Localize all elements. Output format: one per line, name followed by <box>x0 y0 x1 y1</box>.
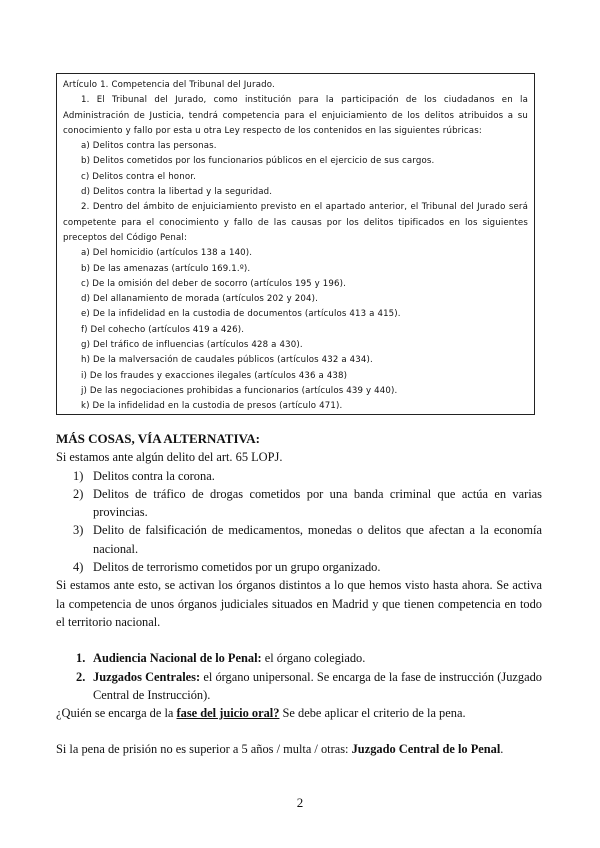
article-title: Artículo 1. Competencia del Tribunal del Jurado. <box>63 80 275 90</box>
intro-text: Si estamos ante algún delito del art. 65 LOPJ. <box>56 450 283 465</box>
main-content <box>56 430 542 759</box>
organ-label: Juzgados Centrales: <box>93 669 201 684</box>
list-item: d) Del allanamiento de morada (artículos 202 y 204). <box>81 294 318 305</box>
page-number: 2 <box>296 795 304 810</box>
list-number: 1. <box>76 651 86 666</box>
final-text: Si la pena de prisión no es superior a 5 años / multa / otras: <box>56 742 352 757</box>
list-item: i) De los fraudes y exacciones ilegales (artículos 436 a 438) <box>81 370 348 381</box>
list-item: h) De la malversación de caudales públicos (artículos 432 a 434). <box>81 355 373 366</box>
organ-label: Audiencia Nacional de lo Penal: <box>93 651 262 666</box>
list-item <box>56 485 542 522</box>
article-paragraph-1: 1. El Tribunal del Jurado, como institución para la participación de los ciudadanos en la Administración de Justicia, tendrá competencia para el enjuiciamiento de los delitos atribuidos a su conocimiento y fallo por esta u otra Ley respecto de los contenidos en las siguientes rúbricas: <box>63 95 528 136</box>
list-item: g) Del tráfico de influencias (artículos 428 a 430). <box>81 340 303 351</box>
organ-description: el órgano colegiado. <box>261 651 366 666</box>
list-item <box>56 467 542 485</box>
final-text-end: . <box>500 742 504 757</box>
list-number: 2. <box>76 669 86 684</box>
list-item-text: Delito de falsificación de medicamentos, monedas o delitos que afectan a la economía nacional. <box>93 523 542 556</box>
final-emphasis: Juzgado Central de lo Penal <box>351 742 501 757</box>
final-line <box>56 740 542 758</box>
explanation-paragraph: Si estamos ante esto, se activan los órganos distintos a lo que hemos visto hasta ahora. Se activa la competencia de unos órganos judiciales situados en Madrid y que tienen competencia en todo el territorio nacional. <box>56 578 542 629</box>
list-item <box>56 649 542 667</box>
question-line <box>56 704 542 722</box>
list-item: b) Delitos cometidos por los funcionarios públicos en el ejercicio de sus cargos. <box>81 156 435 167</box>
list-item <box>56 668 542 705</box>
list-item: a) Del homicidio (artículos 138 a 140). <box>81 248 253 259</box>
list-number: 4) <box>73 560 84 575</box>
section-heading: MÁS COSAS, VÍA ALTERNATIVA: <box>56 431 260 446</box>
spacer <box>56 722 542 740</box>
question-text-end: Se debe aplicar el criterio de la pena. <box>279 706 466 721</box>
list-item: b) De las amenazas (artículo 169.1.º). <box>81 263 251 274</box>
list-item <box>56 558 542 576</box>
question-emphasis: fase del juicio oral? <box>176 706 280 721</box>
list-number: 3) <box>73 523 84 538</box>
law-excerpt-box <box>56 73 535 415</box>
list-item-text: Delitos de terrorismo cometidos por un grupo organizado. <box>93 560 381 575</box>
list-item: d) Delitos contra la libertad y la seguridad. <box>81 187 273 198</box>
organ-list <box>56 649 542 704</box>
list-item-text: Delitos de tráfico de drogas cometidos por una banda criminal que actúa en varias provincias. <box>93 486 542 520</box>
list-item: c) De la omisión del deber de socorro (artículos 195 y 196). <box>81 278 347 289</box>
spacer <box>56 631 542 649</box>
list-number: 1) <box>73 468 84 483</box>
organ-description: el órgano unipersonal. Se encarga de la fase de instrucción (Juzgado Central de Instrucción). <box>93 669 542 702</box>
list-item: f) Del cohecho (artículos 419 a 426). <box>81 324 245 335</box>
list-item-text: Delitos contra la corona. <box>93 468 215 483</box>
list-item: a) Delitos contra las personas. <box>81 141 217 152</box>
question-text: ¿Quién se encarga de la <box>56 706 177 721</box>
list-item: j) De las negociaciones prohibidas a funcionarios (artículos 439 y 440). <box>81 385 398 396</box>
article-paragraph-2: 2. Dentro del ámbito de enjuiciamiento previsto en el apartado anterior, el Tribunal del Jurado será competente para el conocimiento y fallo de las causas por los delitos tipificados en los siguientes preceptos del Código Penal: <box>63 202 528 243</box>
crime-list <box>56 467 542 577</box>
list-item <box>56 521 542 558</box>
list-item: k) De la infidelidad en la custodia de presos (artículo 471). <box>81 401 343 412</box>
list-item: e) De la infidelidad en la custodia de documentos (artículos 413 a 415). <box>81 309 401 320</box>
list-item: c) Delitos contra el honor. <box>81 171 196 182</box>
list-number: 2) <box>73 486 84 501</box>
